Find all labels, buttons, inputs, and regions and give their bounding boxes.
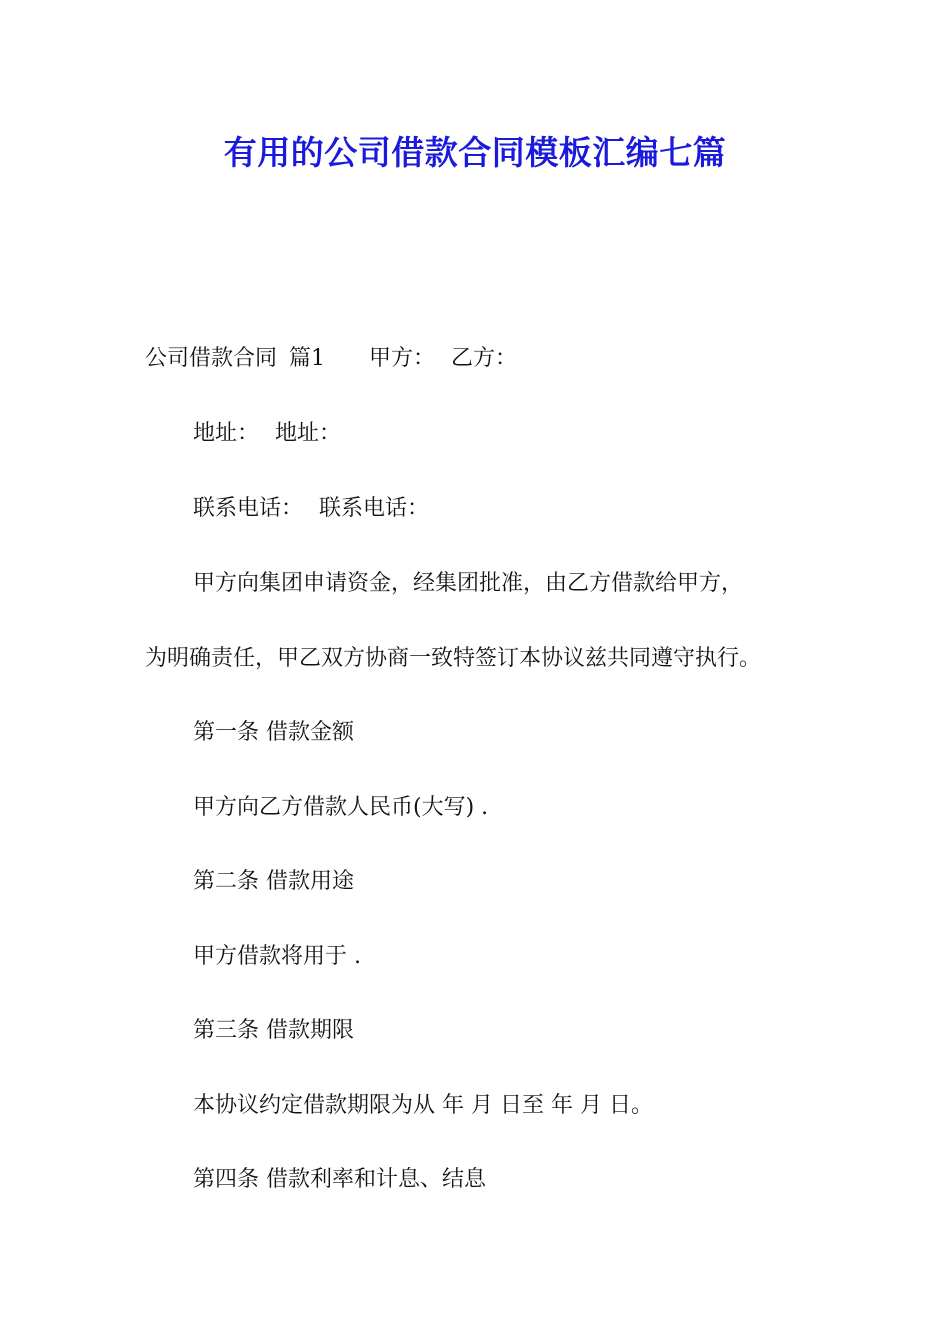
article-1-body: 甲方向乙方借款人民币(大写) . bbox=[193, 795, 489, 820]
article-3-body: 本协议约定借款期限为从 年 月 日至 年 月 日。 bbox=[193, 1093, 653, 1118]
document-title: 有用的公司借款合同模板汇编七篇 bbox=[223, 133, 727, 172]
contract-section-label: 公司借款合同 bbox=[145, 346, 278, 371]
party-b-phone-label: 联系电话： bbox=[319, 496, 430, 521]
article-3-heading: 第三条 借款期限 bbox=[193, 1018, 354, 1043]
intro-paragraph-line-2: 为明确责任，甲乙双方协商一致特签订本协议兹共同遵守执行。 bbox=[145, 646, 762, 671]
party-b-label: 乙方： bbox=[451, 346, 518, 371]
intro-paragraph-line-1: 甲方向集团申请资金，经集团批准，由乙方借款给甲方， bbox=[193, 571, 744, 596]
contract-part-label: 篇1 bbox=[289, 346, 326, 371]
party-b-address-label: 地址： bbox=[275, 421, 342, 446]
article-2-heading: 第二条 借款用途 bbox=[193, 869, 354, 894]
phone-line bbox=[193, 493, 429, 525]
article-2-body: 甲方借款将用于 . bbox=[193, 944, 361, 969]
address-line bbox=[193, 418, 341, 450]
party-a-address-label: 地址： bbox=[193, 421, 260, 446]
article-1-heading: 第一条 借款金额 bbox=[193, 720, 354, 745]
header-line bbox=[145, 343, 517, 375]
article-4-heading: 第四条 借款利率和计息、结息 bbox=[193, 1167, 486, 1192]
party-a-label: 甲方： bbox=[369, 346, 436, 371]
party-a-phone-label: 联系电话： bbox=[193, 496, 304, 521]
